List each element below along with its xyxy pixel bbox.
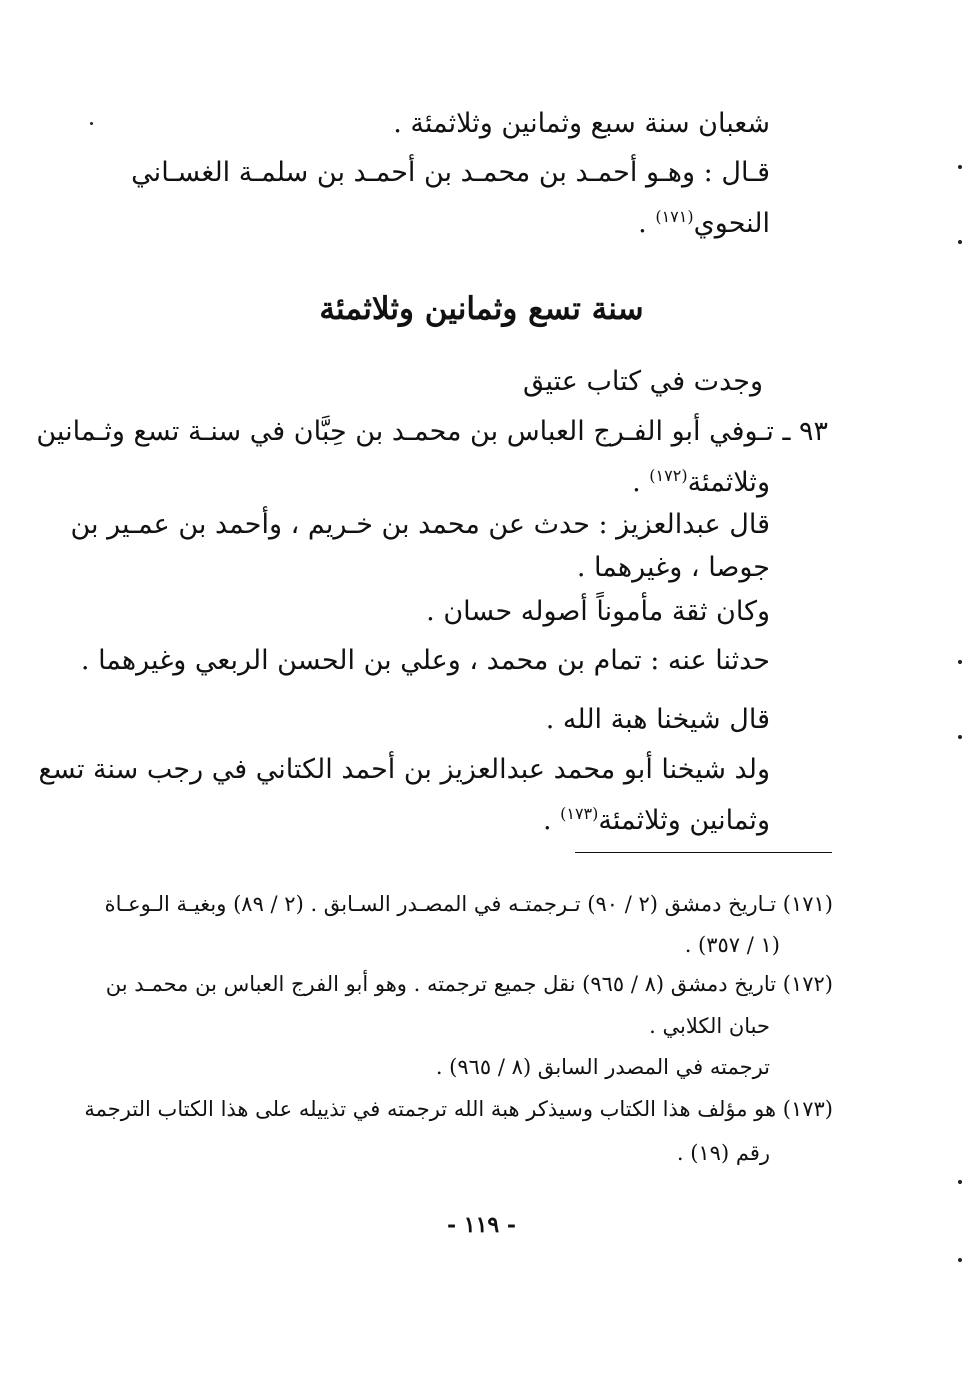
footnote-171-line-2: (١ / ٣٥٧) . xyxy=(684,933,780,957)
entry-93-line-2-end: . xyxy=(632,467,650,498)
footnote-172-line-1: (١٧٢) تاريخ دمشق (٨ / ٩٦٥) نقل جميع ترجمته . وهو أبو الفرج العباس بن محمـد بن xyxy=(105,972,833,996)
footnote-173-line-1: (١٧٣) هو مؤلف هذا الكتاب وسيذكر هبة الله ترجمته في تذييله على هذا الكتاب الترجمة xyxy=(84,1097,833,1121)
scan-speck xyxy=(958,1258,962,1262)
scan-speck xyxy=(958,165,962,169)
scan-speck xyxy=(958,1180,962,1184)
entry-93-line-1: ٩٣ ـ تـوفي أبو الفـرج العباس بن محمـد بن حِبَّان في سنـة تسع وثـمانين xyxy=(36,416,828,447)
scan-speck xyxy=(958,735,962,739)
text-line-3-main: النحوي xyxy=(693,208,770,239)
text-line-1: شعبان سنة سبع وثمانين وثلاثمئة . xyxy=(393,108,770,139)
text-line-9: وكان ثقة مأموناً أصوله حسان . xyxy=(426,596,770,627)
text-line-13-end: . xyxy=(542,805,561,836)
footnote-172-line-2: حبان الكلابي . xyxy=(649,1014,770,1038)
section-heading: سنة تسع وثمانين وثلاثمئة xyxy=(319,291,644,327)
scan-speck xyxy=(958,240,962,244)
entry-93-line-2-main: وثلاثمئة xyxy=(687,467,770,498)
footnote-ref-172: (١٧٢) xyxy=(649,466,688,485)
text-line-4: وجدت في كتاب عتيق xyxy=(522,366,763,397)
footnote-separator xyxy=(575,852,832,853)
text-line-7: قال عبدالعزيز : حدث عن محمد بن خـريم ، وأحمد بن عمـير بن xyxy=(70,509,770,540)
footnote-173-line-2: رقم (١٩) . xyxy=(676,1141,770,1165)
text-line-2: قـال : وهـو أحمـد بن محمـد بن أحمـد بن سلمـة الغسـاني xyxy=(131,157,770,188)
footnote-ref-171: (١٧١) xyxy=(655,207,694,226)
footnote-171-line-1: (١٧١) تـاريخ دمشق (٢ / ٩٠) تـرجمتـه في المصـدر السـابق . (٢ / ٨٩) وبغيـة الـوعـاة xyxy=(104,892,833,916)
entry-93-line-2 xyxy=(632,456,770,503)
scan-speck xyxy=(958,660,962,664)
page-number: - ١١٩ - xyxy=(446,1212,517,1238)
text-line-12: ولد شيخنا أبو محمد عبدالعزيز بن أحمد الكتاني في رجب سنة تسع xyxy=(38,754,770,785)
text-line-3 xyxy=(638,197,770,244)
scan-speck xyxy=(90,122,93,125)
footnote-ref-173: (١٧٣) xyxy=(560,804,599,823)
footnote-172-line-3: ترجمته في المصدر السابق (٨ / ٩٦٥) . xyxy=(435,1055,770,1079)
text-line-3-end: . xyxy=(638,208,656,239)
text-line-10: حدثنا عنه : تمام بن محمد ، وعلي بن الحسن الربعي وغيرهما . xyxy=(80,645,770,676)
text-line-11: قال شيخنا هبة الله . xyxy=(545,704,770,735)
text-line-8: جوصا ، وغيرهما . xyxy=(576,552,770,583)
text-line-13 xyxy=(543,794,770,841)
text-line-13-main: وثمانين وثلاثمئة xyxy=(598,805,770,836)
